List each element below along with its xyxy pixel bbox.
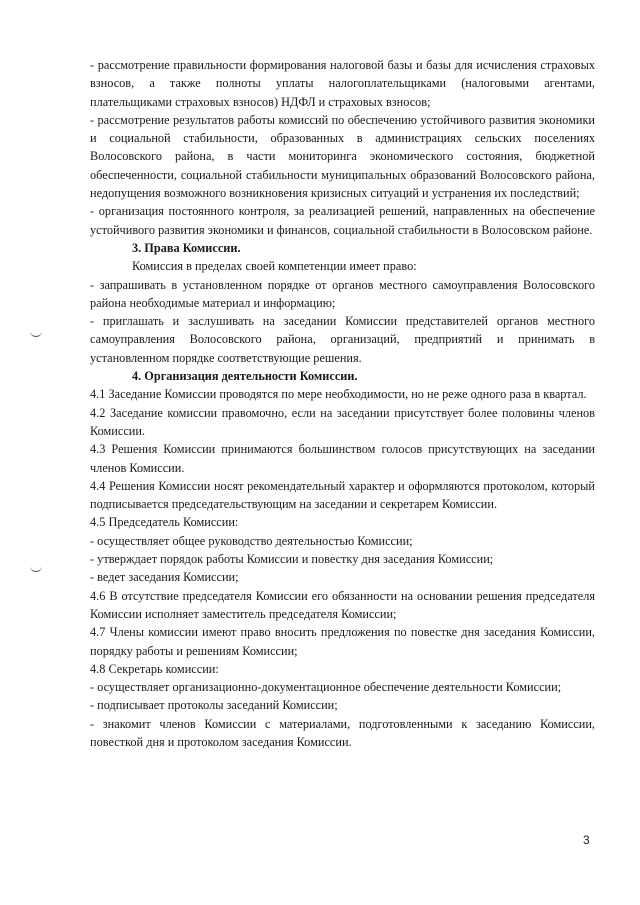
paragraph-control: - организация постоянного контроля, за реализацией решений, направленных на обеспечение устойчивого развития экономики и финансов, социальной стабильности в Волосовском районе. — [90, 204, 595, 237]
section-4-item: 4.3 Решения Комиссии принимаются большинством голосов присутствующих на заседании членов Комиссии. — [90, 442, 595, 475]
section-4-item: 4.6 В отсутствие председателя Комиссии его обязанности на основании решения председателя Комиссии исполняет заместитель председателя Комиссии; — [90, 588, 595, 621]
section-4-heading: 4. Организация деятельности Комиссии. — [132, 369, 358, 384]
section-4-item: 4.4 Решения Комиссии носят рекомендательный характер и оформляются протоколом, который подписывается председательствующим на заседании и секретарем Комиссии. — [90, 478, 595, 512]
section-4-item: 4.8 Секретарь комиссии: — [90, 661, 219, 676]
document-page — [90, 56, 595, 751]
section-4-item: - знакомит членов Комиссии с материалами, подготовленными к заседанию Комиссии, повесткой дня и протоколом заседания Комиссии. — [90, 716, 595, 749]
section-4-item: 4.1 Заседание Комиссии проводятся по мере необходимости, но не реже одного раза в квартал. — [90, 387, 587, 402]
paragraph-commission-results: - рассмотрение результатов работы комиссий по обеспечению устойчивого развития экономики и социальной стабильности, образованных в администрациях сельских поселениях Волосовского района, в части мониторинга экономического состояния, бюджетной обеспеченности, социальной стабильности муниципальных образований Волосовского района, недопущения возможного возникновения кризисных ситуаций и устранения их последствий; — [90, 112, 595, 201]
margin-mark — [30, 330, 42, 337]
section-3-item: - запрашивать в установленном порядке от органов местного самоуправления Волосовского района необходимые материал и информацию; — [90, 277, 595, 310]
section-4-item: - ведет заседания Комиссии; — [90, 570, 239, 585]
section-4-item: 4.7 Члены комиссии имеют право вносить предложения по повестке дня заседания Комиссии, порядку работы и решениям Комиссии; — [90, 625, 595, 658]
section-4-item: - осуществляет организационно-документационное обеспечение деятельности Комиссии; — [90, 680, 562, 695]
section-4-item: - осуществляет общее руководство деятельностью Комиссии; — [90, 533, 413, 548]
section-4-item: - подписывает протоколы заседаний Комиссии; — [90, 698, 338, 713]
section-3-intro: Комиссия в пределах своей компетенции имеет право: — [132, 259, 417, 274]
section-4-item: 4.5 Председатель Комиссии: — [90, 515, 239, 530]
page-number: 3 — [583, 833, 590, 847]
section-4-item: 4.2 Заседание комиссии правомочно, если на заседании присутствует более половины членов Комиссии. — [90, 405, 595, 438]
paragraph-tax-base: - рассмотрение правильности формирования налоговой базы и базы для исчисления страховых взносов, а также полноты уплаты налогоплательщиками (налоговыми агентами, плательщиками страховых взносов) НДФЛ и страховых взносов; — [90, 58, 595, 109]
margin-mark — [30, 565, 42, 572]
section-3-heading: 3. Права Комиссии. — [132, 240, 241, 255]
section-4-item: - утверждает порядок работы Комиссии и повестку дня заседания Комиссии; — [90, 552, 494, 567]
section-3-item: - приглашать и заслушивать на заседании Комиссии представителей органов местного самоуправления Волосовского района, организаций, предприятий и принимать в установленном порядке соответствующие решения. — [90, 314, 595, 365]
